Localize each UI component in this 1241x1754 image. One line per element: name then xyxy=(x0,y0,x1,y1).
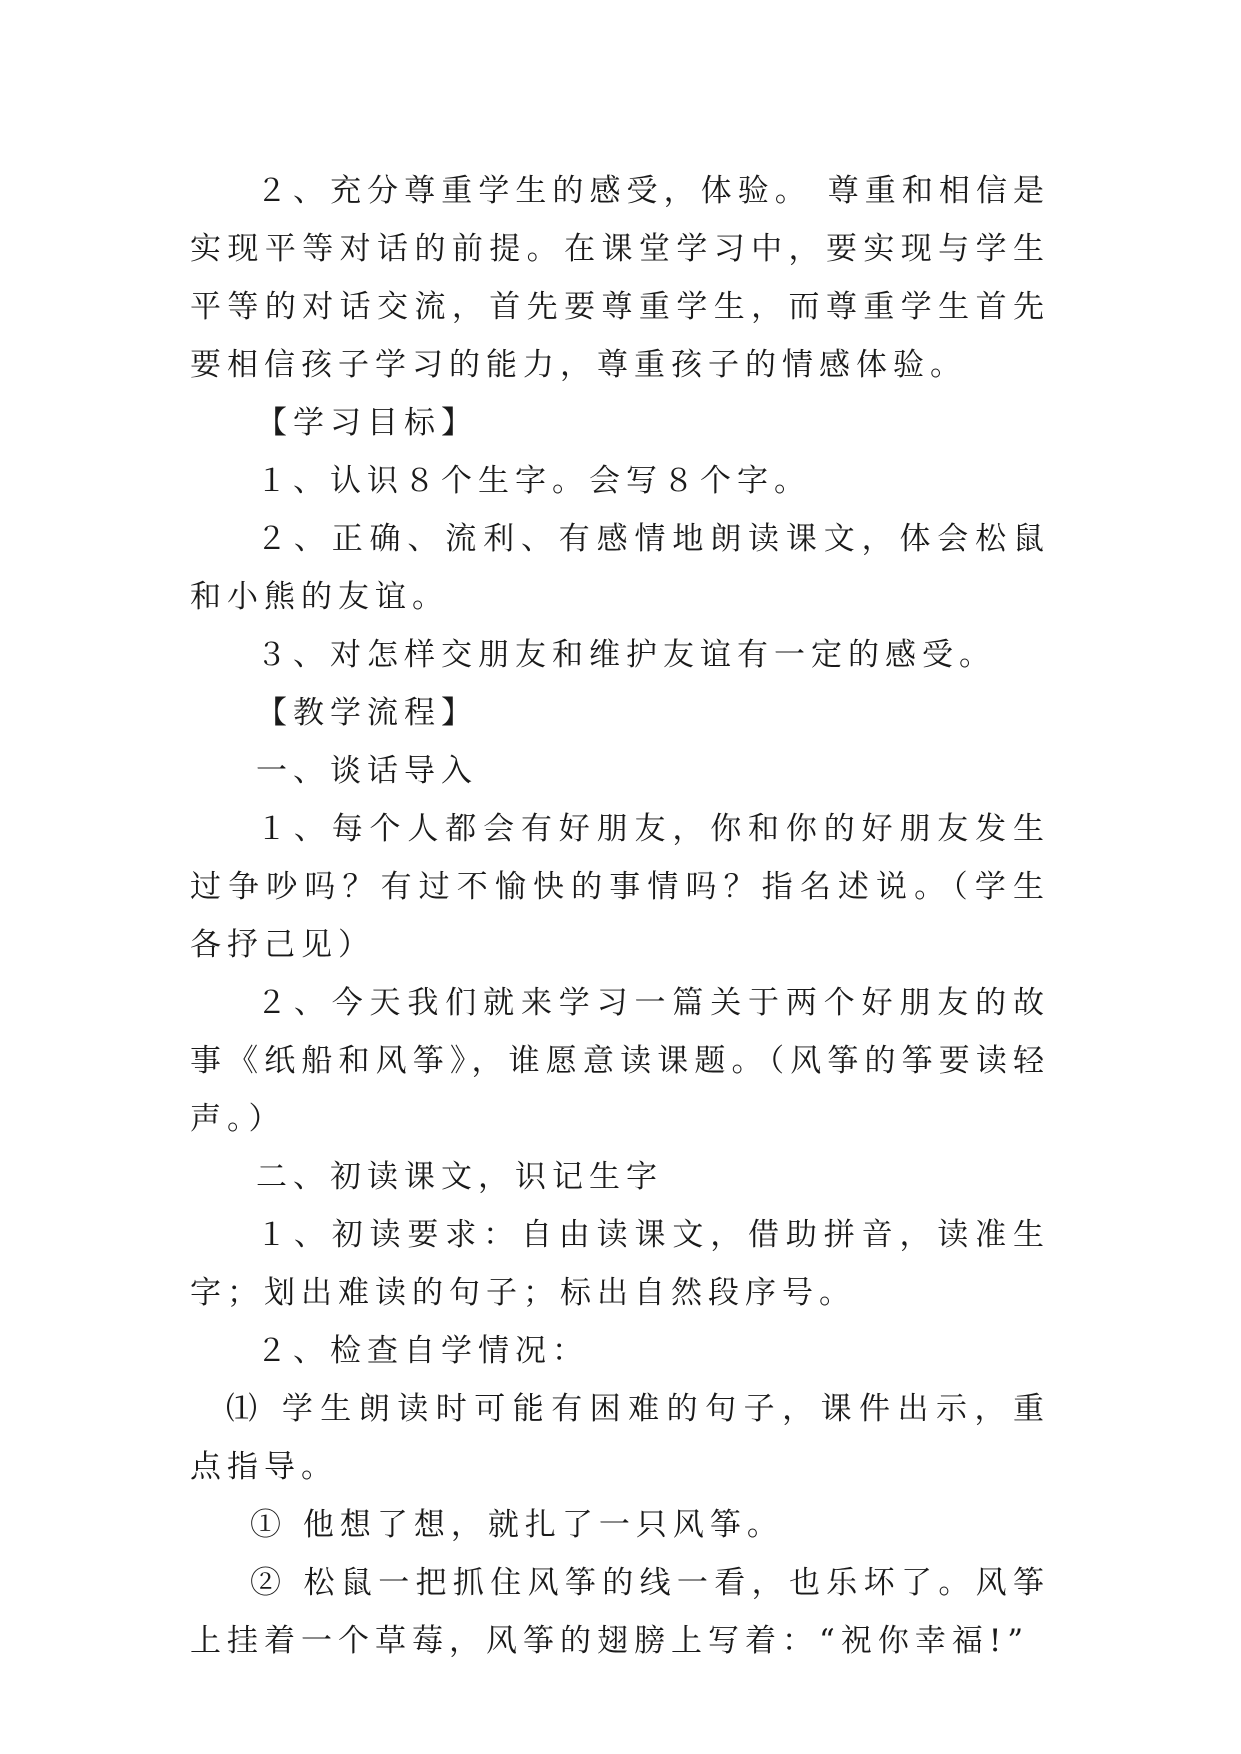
heading-teaching-process: 【教学流程】 xyxy=(256,695,478,731)
intro-item-1: １、每个人都会有好朋友，你和你的好朋友发生过争吵吗？有过不愉快的事情吗？指名述说。（学生各抒己见） xyxy=(190,811,1050,963)
goal-item-3: ３、对怎样交朋友和维护友谊有一定的感受。 xyxy=(256,637,996,673)
section-heading-first-reading: 二、初读课文，识记生字 xyxy=(256,1159,663,1195)
reading-item-1: １、初读要求：自由读课文，借助拼音，读准生字；划出难读的句子；标出自然段序号。 xyxy=(190,1217,1050,1311)
example-sentence-1: ① 他想了想，就扎了一只风筝。 xyxy=(250,1507,784,1543)
section-heading-intro: 一、谈话导入 xyxy=(256,753,478,789)
reading-item-2: ２、检查自学情况： xyxy=(256,1333,589,1369)
reading-subitem-1: ⑴ 学生朗读时可能有困难的句子，课件出示，重点指导。 xyxy=(190,1391,1050,1485)
example-sentence-2: ② 松鼠一把抓住风筝的线一看，也乐坏了。风筝上挂着一个草莓，风筝的翅膀上写着：“祝你幸福!” xyxy=(190,1565,1050,1659)
goal-item-2: ２、正确、流利、有感情地朗读课文，体会松鼠和小熊的友谊。 xyxy=(190,521,1050,615)
intro-item-2: ２、今天我们就来学习一篇关于两个好朋友的故事《纸船和风筝》，谁愿意读课题。（风筝的筝要读轻声。） xyxy=(190,985,1050,1137)
heading-learning-goals: 【学习目标】 xyxy=(256,405,478,441)
paragraph-respect-students: ２、充分尊重学生的感受，体验。 尊重和相信是实现平等对话的前提。在课堂学习中，要实现与学生平等的对话交流，首先要尊重学生，而尊重学生首先要相信孩子学习的能力，尊重孩子的情感体验。 xyxy=(190,173,1050,383)
goal-item-1: １、认识８个生字。会写８个字。 xyxy=(256,463,811,499)
document-body xyxy=(190,162,1050,1670)
